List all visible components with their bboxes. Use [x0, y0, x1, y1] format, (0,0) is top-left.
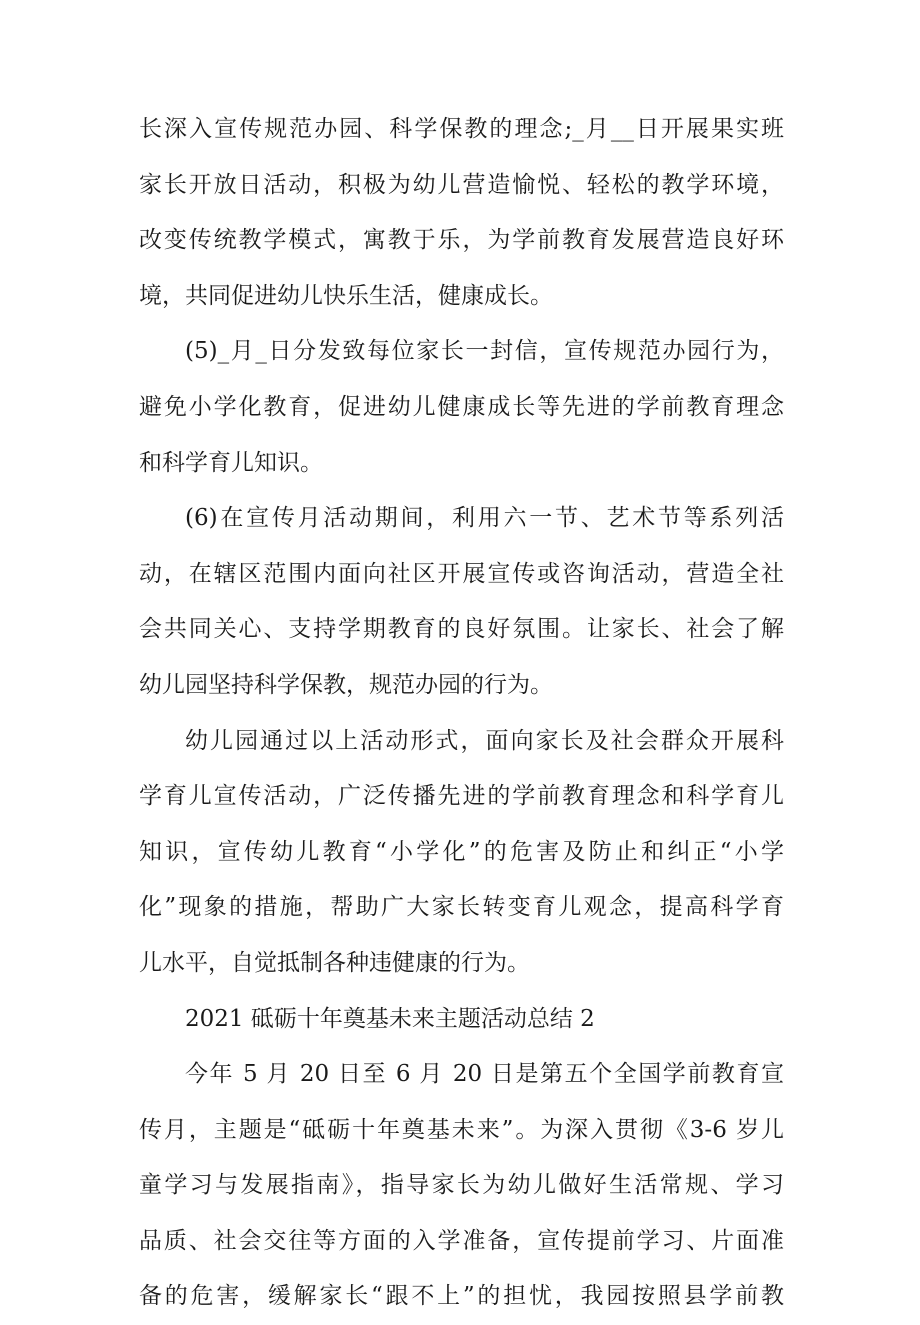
text-line: 幼儿园通过以上活动形式，面向家长及社会群众开展科 — [185, 727, 784, 754]
text-line: (6)在宣传月活动期间，利用六一节、艺术节等系列活 — [185, 505, 784, 532]
text-line: 今年 5 月 20 日至 6 月 20 日是第五个全国学前教育宣 — [185, 1061, 784, 1088]
text-line: 化”现象的措施，帮助广大家长转变育儿观念，提高科学育 — [139, 894, 784, 921]
text-line: 会共同关心、支持学期教育的良好氛围。让家长、社会了解 — [139, 616, 784, 643]
text-line: 动，在辖区范围内面向社区开展宣传或咨询活动，营造全社 — [139, 560, 784, 587]
text-line: 品质、社会交往等方面的入学准备，宣传提前学习、片面准 — [139, 1227, 784, 1254]
text-line: 长深入宣传规范办园、科学保教的理念;_月__日开展果实班 — [139, 116, 784, 142]
text-line: 境，共同促进幼儿快乐生活，健康成长。 — [139, 282, 553, 309]
text-line: 儿水平，自觉抵制各种违健康的行为。 — [139, 949, 530, 976]
text-line: 传月，主题是“砥砺十年奠基未来”。为深入贯彻《3-6 岁儿 — [139, 1116, 784, 1143]
document-body — [139, 102, 784, 1325]
text-line: 和科学育儿知识。 — [139, 449, 323, 476]
text-line: 改变传统教学模式，寓教于乐，为学前教育发展营造良好环 — [139, 227, 784, 254]
text-line: (5)_月_日分发致每位家长一封信，宣传规范办园行为， — [185, 338, 784, 365]
text-line: 童学习与发展指南》，指导家长为幼儿做好生活常规、学习 — [139, 1172, 784, 1199]
text-line: 避免小学化教育，促进幼儿健康成长等先进的学前教育理念 — [139, 393, 784, 420]
text-line: 备的危害，缓解家长“跟不上”的担忧，我园按照县学前教 — [139, 1283, 784, 1310]
text-line: 学育儿宣传活动，广泛传播先进的学前教育理念和科学育儿 — [139, 783, 784, 810]
text-line: 2021 砥砺十年奠基未来主题活动总结 2 — [185, 1005, 595, 1032]
text-line: 知识，宣传幼儿教育“小学化”的危害及防止和纠正“小学 — [139, 838, 784, 865]
text-line: 家长开放日活动，积极为幼儿营造愉悦、轻松的教学环境， — [139, 171, 784, 198]
text-line: 幼儿园坚持科学保教，规范办园的行为。 — [139, 671, 553, 698]
